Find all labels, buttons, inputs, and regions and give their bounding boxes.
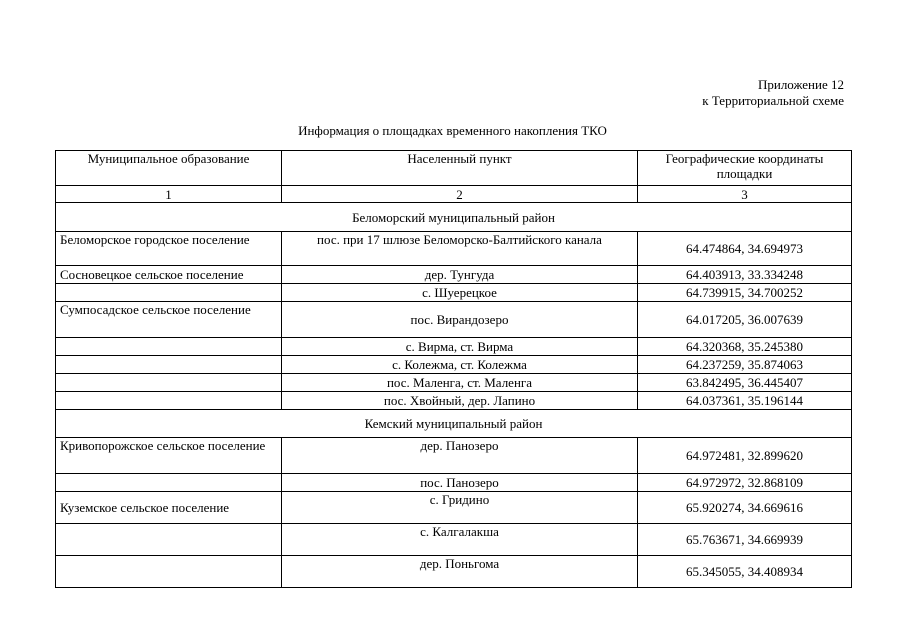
coordinates-cell: 65.920274, 34.669616: [638, 492, 852, 524]
municipality-cell: Сумпосадское сельское поселение: [56, 302, 282, 338]
municipality-cell: [56, 474, 282, 492]
header-row: [56, 151, 852, 186]
municipality-cell: [56, 356, 282, 374]
coordinates-cell: 64.037361, 35.196144: [638, 392, 852, 410]
settlement-cell: дер. Панозеро: [282, 438, 638, 474]
district-name: Кемский муниципальный район: [56, 410, 852, 438]
table-row: [56, 356, 852, 374]
municipality-cell: [56, 392, 282, 410]
settlement-cell: пос. Маленга, ст. Маленга: [282, 374, 638, 392]
table-row: [56, 338, 852, 356]
settlement-cell: пос. при 17 шлюзе Беломорско-Балтийского канала: [282, 232, 638, 266]
column-number: 3: [638, 186, 852, 203]
coordinates-cell: 64.474864, 34.694973: [638, 232, 852, 266]
municipality-cell: [56, 556, 282, 588]
header-settlement: Населенный пункт: [282, 151, 638, 186]
settlement-cell: с. Колежма, ст. Колежма: [282, 356, 638, 374]
table-row: [56, 438, 852, 474]
settlement-cell: пос. Хвойный, дер. Лапино: [282, 392, 638, 410]
municipality-cell: [56, 284, 282, 302]
coordinates-cell: 65.345055, 34.408934: [638, 556, 852, 588]
municipality-cell: Сосновецкое сельское поселение: [56, 266, 282, 284]
municipality-cell: [56, 524, 282, 556]
table-row: [56, 474, 852, 492]
settlement-cell: с. Калгалакша: [282, 524, 638, 556]
table-row: [56, 232, 852, 266]
settlement-cell: пос. Вирандозеро: [282, 302, 638, 338]
table-row: [56, 284, 852, 302]
settlement-cell: дер. Поньгома: [282, 556, 638, 588]
coordinates-cell: 64.972481, 32.899620: [638, 438, 852, 474]
appendix-reference: к Территориальной схеме: [702, 93, 844, 108]
document-title: Информация о площадках временного накопления ТКО: [298, 123, 607, 138]
settlement-cell: дер. Тунгуда: [282, 266, 638, 284]
table-row: [56, 302, 852, 338]
municipality-cell: [56, 374, 282, 392]
district-row: [56, 410, 852, 438]
district-row: [56, 203, 852, 232]
appendix-number: Приложение 12: [757, 77, 844, 92]
table-row: [56, 492, 852, 524]
table-row: [56, 392, 852, 410]
settlement-cell: с. Шуерецкое: [282, 284, 638, 302]
settlement-cell: с. Гридино: [282, 492, 638, 524]
tko-sites-table: [55, 150, 852, 588]
coordinates-cell: 63.842495, 36.445407: [638, 374, 852, 392]
coordinates-cell: 65.763671, 34.669939: [638, 524, 852, 556]
municipality-cell: [56, 338, 282, 356]
district-name: Беломорский муниципальный район: [56, 203, 852, 232]
settlement-cell: пос. Панозеро: [282, 474, 638, 492]
header-municipality: Муниципальное образование: [56, 151, 282, 186]
table-row: [56, 374, 852, 392]
column-number-row: [56, 186, 852, 203]
coordinates-cell: 64.320368, 35.245380: [638, 338, 852, 356]
table-row: [56, 556, 852, 588]
header-coordinates: Географические координаты площадки: [638, 151, 852, 186]
table-row: [56, 524, 852, 556]
column-number: 2: [282, 186, 638, 203]
settlement-cell: с. Вирма, ст. Вирма: [282, 338, 638, 356]
municipality-cell: Куземское сельское поселение: [56, 492, 282, 524]
coordinates-cell: 64.403913, 33.334248: [638, 266, 852, 284]
coordinates-cell: 64.972972, 32.868109: [638, 474, 852, 492]
table-row: [56, 266, 852, 284]
municipality-cell: Кривопорожское сельское поселение: [56, 438, 282, 474]
appendix-note: [702, 77, 844, 109]
coordinates-cell: 64.237259, 35.874063: [638, 356, 852, 374]
column-number: 1: [56, 186, 282, 203]
municipality-cell: Беломорское городское поселение: [56, 232, 282, 266]
coordinates-cell: 64.017205, 36.007639: [638, 302, 852, 338]
coordinates-cell: 64.739915, 34.700252: [638, 284, 852, 302]
